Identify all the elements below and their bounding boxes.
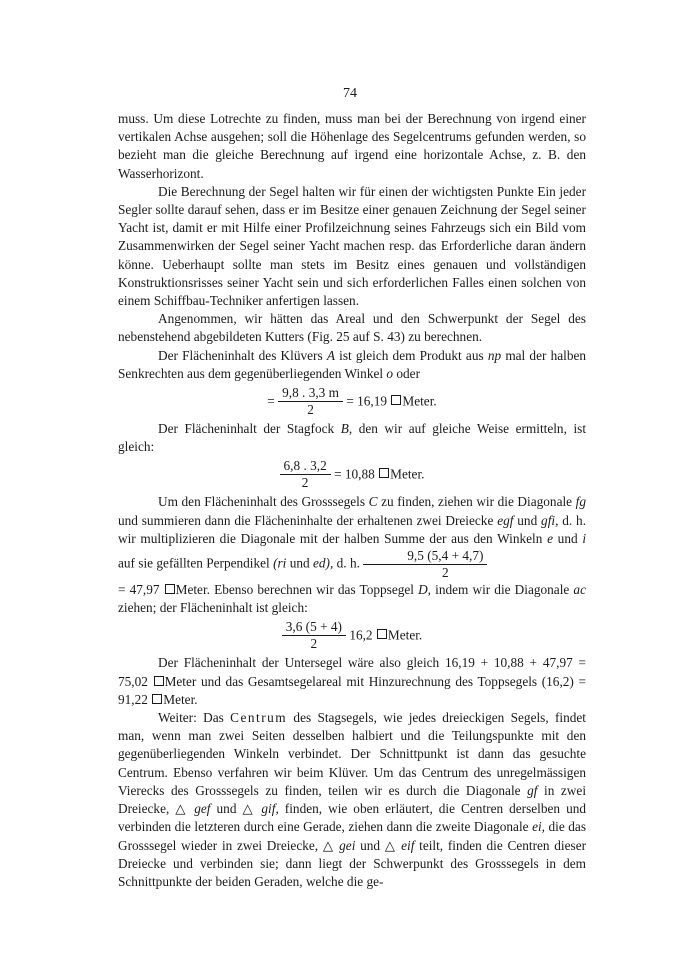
paragraph-7: = 47,97 Meter. Ebenso berechnen wir das Toppsegel D, indem wir die Diagonale ac ziehen; der Flächeninhalt ist gleich: (118, 582, 586, 616)
fraction: $\frac{9,8 . 3,3 m}{2}$ (278, 385, 343, 418)
fraction: $\frac{6,8 . 3,2}{2}$ (280, 458, 331, 491)
fraction: $\frac{9,5 (5,4 + 4,7)}{2}$ (363, 548, 487, 581)
paragraph-8: Der Flächeninhalt der Untersegel wäre also gleich 16,19 + 10,88 + 47,97 = 75,02 Meter und das Gesamtsegelareal mit Hinzurechnung des Toppsegels (16,2) = 91,22 Meter. (118, 655, 586, 707)
paragraph-9: Weiter: Das Centrum des Stagsegels, wie jedes dreieckigen Segels, findet man, wenn man zwei Seiten desselben halbiert und die Teilungspunkte mit den gegenüberliegenden Winkeln verbindet. Der Schnittpunkt ist dann das gesuchte Centrum. Ebenso verfahren wir beim Klüver. Um das Centrum des unregelmässigen Vierecks des Grosssegels zu finden, teilen wir es durch die Diagonale gf in zwei Dreiecke, △ gef und △ gif, finden, wie oben erläutert, die Centren derselben und verbinden die letzteren durch eine Gerade, ziehen dann die zweite Diagonale ei, die das Grosssegel wieder in zwei Dreiecke, △ gei und △ eif teilt, finden die Centren dieser Dreiecke und verbinden sie; dann liegt der Schwerpunkt des Grosssegels in dem Schnittpunkte der beiden Geraden, welche die ge- (118, 710, 587, 889)
fraction: $\frac{3,6 (5 + 4)}{2}$ (282, 619, 346, 652)
paragraph-2: Die Berechnung der Segel halten wir für einen der wichtigsten Punkte Ein jeder Segler sollte darauf sehen, dass er im Besitze einer genauen Zeichnung der Segel seiner Yacht ist, damit er mit Hilfe einer Profilzeichnung seines Fahrzeugs sich ein Bild vom Zusammenwirken der Segel seiner Yacht machen resp. das Erforderliche daran ändern könne. Ueberhaupt sollte man stets im Besitz eines genauen und vollständigen Konstruktionsrisses seiner Yacht sein und sich erforderlichen Falles einen solchen von einem Schiffbau-Techniker anfertigen lassen. (118, 183, 586, 309)
page-number: 74 (343, 86, 357, 101)
paragraph-5: Der Flächeninhalt der Stagfock B, den wir auf gleiche Weise ermitteln, ist gleich: (118, 421, 587, 455)
body-text (118, 110, 586, 891)
equation-4: $\frac{3,6 (5 + 4)}{2}$ 16,2 Meter. (118, 619, 586, 652)
square-icon (152, 694, 162, 704)
equation-1: = $\frac{9,8 . 3,3 m}{2}$ = 16,19 Meter. (267, 385, 437, 418)
square-icon (154, 676, 164, 686)
square-icon (391, 395, 401, 405)
square-icon (377, 629, 387, 639)
paragraph-4: Der Flächeninhalt des Klüvers A ist gleich dem Produkt aus np mal der halben Senkrechten aus dem gegenüberliegenden Winkel o oder (118, 347, 587, 381)
paragraph-3: Angenommen, wir hätten das Areal und den Schwerpunkt der Segel des nebenstehend abgebildeten Kutters (Fig. 25 auf S. 43) zu berechnen. (118, 311, 586, 345)
paragraph-6: Um den Flächeninhalt des Grosssegels C zu finden, ziehen wir die Diagonale fg und summieren dann die Flächeninhalte der erhaltenen zwei Dreiecke egf und gfi, d. h. wir multiplizieren die Diagonale mit der halben Summe der aus den Winkeln e und i auf sie gefällten Perpendikel (ri und ed), d. h. $\frac{9,5 (5,4 + 4,7)}{2}$ (118, 494, 587, 581)
equation-2: $\frac{6,8 . 3,2}{2}$ = 10,88 Meter. (118, 458, 586, 491)
square-icon (379, 468, 389, 478)
paragraph-1: muss. Um diese Lotrechte zu finden, muss man bei der Berechnung von irgend einer vertikalen Achse ausgehen; soll die Höhenlage des Segelcentrums gefunden werden, so bezieht man die gleiche Berechnung auf irgend eine horizontale Achse, z. B. den Wasserhorizont. (118, 111, 586, 181)
square-icon (165, 584, 175, 594)
